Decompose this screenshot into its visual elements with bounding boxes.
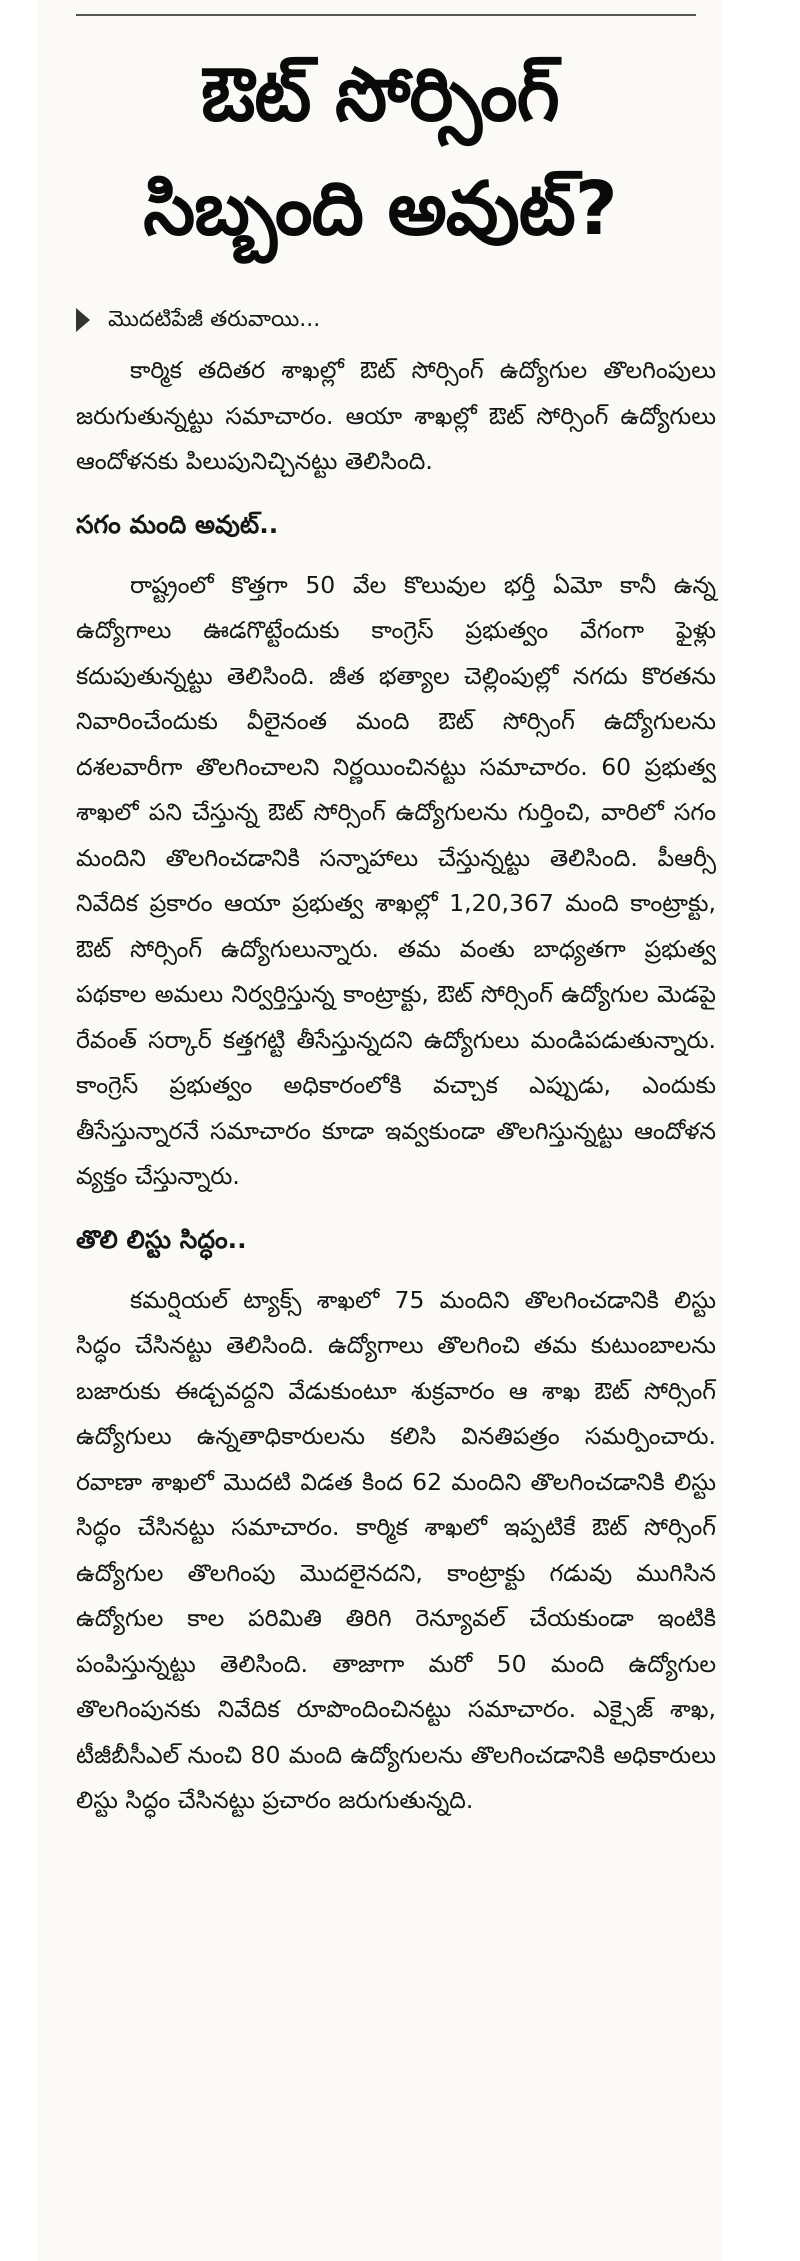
top-rule	[76, 14, 696, 16]
subheading-half-out: సగం మంది అవుట్..	[76, 509, 279, 539]
play-arrow-icon	[76, 308, 90, 332]
paragraph-1: కార్మిక తదితర శాఖల్లో ఔట్ సోర్సింగ్ ఉద్యోగుల తొలగింపులు జరుగుతున్నట్టు సమాచారం. ఆయా శాఖల్లో ఔట్ సోర్సింగ్ ఉద్యోగులు ఆందోళనకు పిలుపునిచ్చినట్టు తెలిసింది.	[76, 356, 716, 475]
article-body	[76, 296, 716, 1836]
subheading-first-list: తొలి లిస్టు సిద్ధం..	[76, 1224, 247, 1254]
continuation-label: మొదటిపేజీ తరువాయి...	[108, 307, 321, 333]
paragraph-2: రాష్ట్రంలో కొత్తగా 50 వేల కొలువుల భర్తీ ఏమో కానీ ఉన్న ఉద్యోగాలు ఊడగొట్టేందుకు కాంగ్రెస్ ప్రభుత్వం వేగంగా ఫైళ్లు కదుపుతున్నట్టు తెలిసింది. జీత భత్యాల చెల్లింపుల్లో నగదు కొరతను నివారించేందుకు వీలైనంత మంది ఔట్ సోర్సింగ్ ఉద్యోగులను దశలవారీగా తొలగించాలని నిర్ణయించినట్టు సమాచారం. 60 ప్రభుత్వ శాఖలో పని చేస్తున్న ఔట్ సోర్సింగ్ ఉద్యోగులను గుర్తించి, వారిలో సగం మందిని తొలగించడానికి సన్నాహాలు చేస్తున్నట్టు తెలిసింది. పీఆర్సీ నివేదిక ప్రకారం ఆయా ప్రభుత్వ శాఖల్లో 1,20,367 మంది కాంట్రాక్టు, ఔట్ సోర్సింగ్ ఉద్యోగులున్నారు. తమ వంతు బాధ్యతగా ప్రభుత్వ పథకాల అమలు నిర్వర్తిస్తున్న కాంట్రాక్టు, ఔట్ సోర్సింగ్ ఉద్యోగుల మెడపై రేవంత్ సర్కార్ కత్తగట్టి తీసేస్తున్నదని ఉద్యోగులు మండిపడుతున్నారు. కాంగ్రెస్ ప్రభుత్వం అధికారంలోకి వచ్చాక ఎప్పుడు, ఎందుకు తీసేస్తున్నారనే సమాచారం కూడా ఇవ్వకుండా తొలగిస్తున్నట్టు ఆందోళన వ్యక్తం చేస్తున్నారు.	[76, 570, 716, 1190]
headline	[60, 38, 700, 266]
continuation-line	[76, 296, 716, 344]
headline-line-1: ఔట్ సోర్సింగ్	[201, 52, 559, 138]
headline-line-2: సిబ్బంది అవుట్?	[143, 166, 617, 252]
paragraph-3: కమర్షియల్ ట్యాక్స్ శాఖలో 75 మందిని తొలగించడానికి లిస్టు సిద్ధం చేసినట్టు తెలిసింది. ఉద్యోగాలు తొలగించి తమ కుటుంబాలను బజారుకు ఈడ్చవద్దని వేడుకుంటూ శుక్రవారం ఆ శాఖ ఔట్ సోర్సింగ్ ఉద్యోగులు ఉన్నతాధికారులను కలిసి వినతిపత్రం సమర్పించారు. రవాణా శాఖలో మొదటి విడత కింద 62 మందిని తొలగించడానికి లిస్టు సిద్ధం చేసినట్టు సమాచారం. కార్మిక శాఖలో ఇప్పటికే ఔట్ సోర్సింగ్ ఉద్యోగుల తొలగింపు మొదలైనదని, కాంట్రాక్టు గడువు ముగిసిన ఉద్యోగుల కాల పరిమితి తిరిగి రెన్యూవల్ చేయకుండా ఇంటికి పంపిస్తున్నట్టు తెలిసింది. తాజాగా మరో 50 మంది ఉద్యోగుల తొలగింపునకు నివేదిక రూపొందించినట్టు సమాచారం. ఎక్సైజ్ శాఖ, టీజీబీసీఎల్ నుంచి 80 మంది ఉద్యోగులను తొలగించడానికి అధికారులు లిస్టు సిద్ధం చేసినట్టు ప్రచారం జరుగుతున్నది.	[76, 1285, 716, 1814]
